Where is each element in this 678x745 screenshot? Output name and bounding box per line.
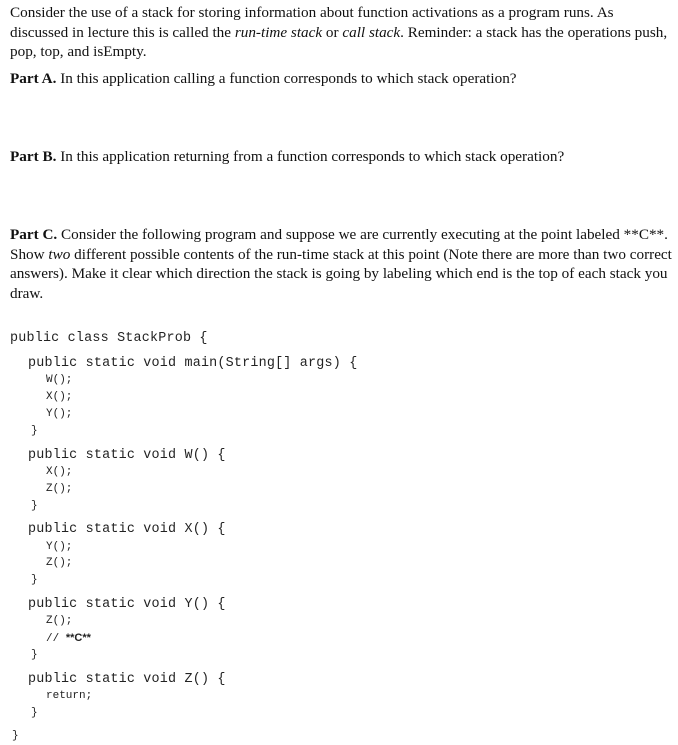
y-signature: public static void Y() {: [28, 597, 226, 612]
code-line: X();: [46, 391, 73, 403]
code-line: Z();: [46, 615, 73, 627]
term-call-stack: call stack: [342, 23, 401, 41]
part-b-question: Part B. In this application returning from a function corresponds to which stack operation?: [10, 148, 565, 165]
closing-brace: }: [31, 574, 38, 586]
part-c-question: Part C. Consider the following program and suppose we are currently executing at the point labeled **C**. Show two different possible contents of the run-time stack at this point (Note there are more than two correct answers). Make it clear which direction the stack is going by labeling which end is the top of each stack you draw.: [10, 226, 672, 302]
closing-brace: }: [31, 425, 38, 437]
class-declaration: public class StackProb {: [10, 331, 208, 346]
point-c-marker: **C**: [65, 632, 91, 644]
code-line: Y();: [46, 408, 73, 420]
part-a-question: Part A. In this application calling a function corresponds to which stack operation?: [10, 70, 517, 87]
closing-brace: }: [31, 649, 38, 661]
term-run-time-stack: run-time stack: [234, 23, 323, 41]
code-line: Z();: [46, 483, 73, 495]
part-b-label: Part B.: [10, 148, 57, 165]
z-signature: public static void Z() {: [28, 672, 226, 687]
part-a-label: Part A.: [10, 70, 57, 87]
intro-text: Consider the use of a stack for storing information about function activations as a program runs. As discussed in lecture this is called the: [10, 4, 614, 41]
class-closing-brace: }: [12, 730, 19, 742]
code-line: X();: [46, 466, 73, 478]
code-line: Y();: [46, 541, 73, 553]
part-c-label: Part C.: [10, 226, 58, 243]
point-c-comment: // **C**: [46, 632, 91, 645]
closing-brace: }: [31, 500, 38, 512]
code-line: return;: [46, 690, 93, 702]
code-line: Z();: [46, 557, 73, 569]
intro-paragraph: Consider the use of a stack for storing information about function activations as a program runs. As discussed in lecture this is called the run-time stack or call stack. Reminder: a stack has the operations push, pop, top, and isEmpty.: [10, 4, 668, 60]
main-signature: public static void main(String[] args) {: [28, 356, 358, 371]
w-signature: public static void W() {: [28, 448, 226, 463]
code-line: W();: [46, 374, 73, 386]
x-signature: public static void X() {: [28, 522, 226, 537]
closing-brace: }: [31, 707, 38, 719]
